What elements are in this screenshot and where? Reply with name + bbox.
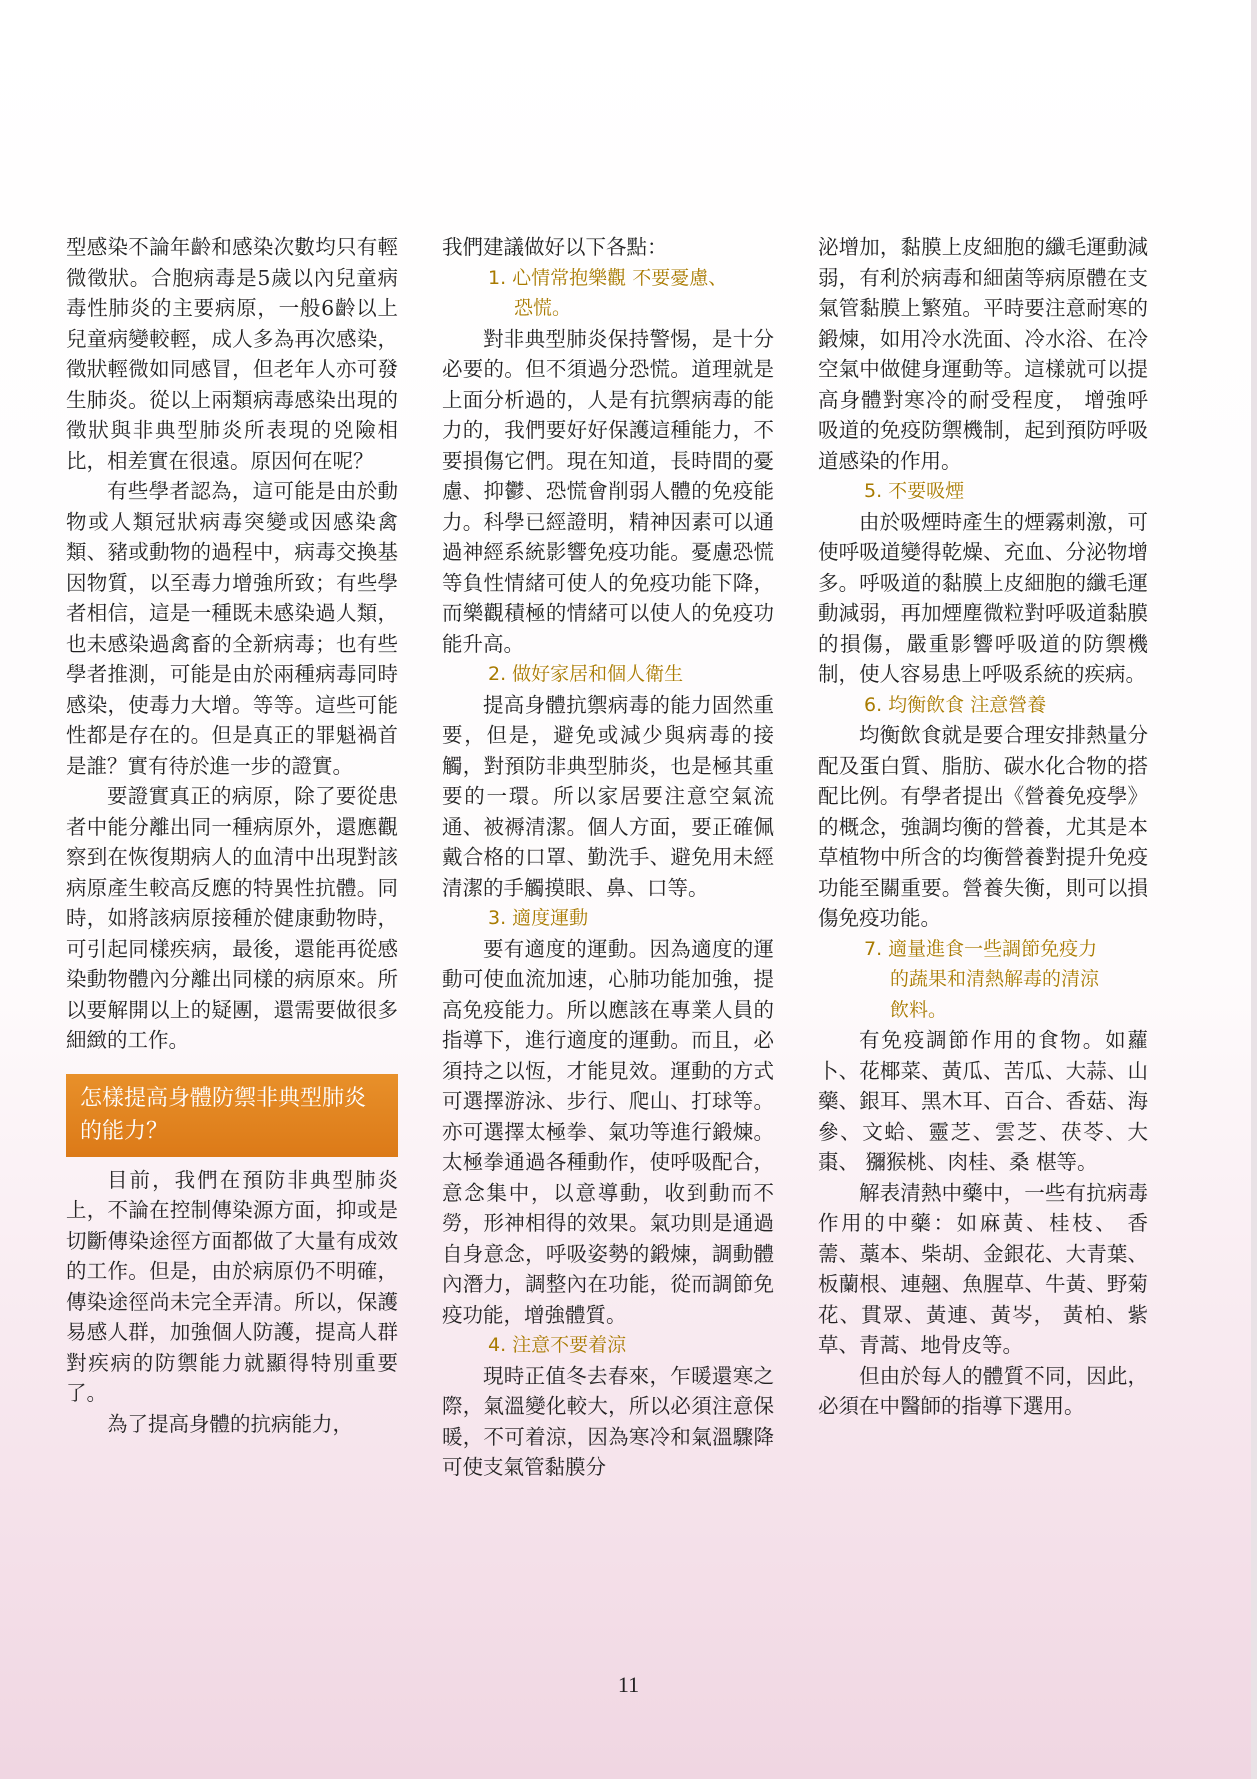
paragraph: 均衡飲食就是要合理安排熱量分配及蛋白質、脂肪、碳水化合物的搭配比例。有學者提出《營養免疫學》的概念，強調均衡的營養，尤其是本草植物中所含的均衡營養對提升免疫功能至關重要。營養失衡，則可以損傷免疫功能。: [818, 723, 1148, 930]
subheading-text: 7. 適量進食一些調節免疫力: [864, 937, 1098, 960]
page-number: 11: [617, 1672, 640, 1697]
subheading-text: 恐慌。: [514, 297, 572, 319]
section-heading-box: 怎樣提高身體防禦非典型肺炎的能力？: [66, 1074, 398, 1157]
paragraph: 要證實真正的病原，除了要從患者中能分離出同一種病原外，還應觀察到在恢復期病人的血清中出現對該病原產生較高反應的特異性抗體。同時，如將該病原接種於健康動物時，可引起同樣疾病，最後，還能再從感染動物體內分離出同樣的病原來。所以要解開以上的疑團，還需要做很多細緻的工作。: [66, 784, 398, 1052]
paragraph: 有免疫調節作用的食物。如蘿卜、花椰菜、黃瓜、苦瓜、大蒜、山藥、銀耳、黑木耳、百合、香菇、海參、文蛤、靈芝、雲芝、茯苓、大棗、 獼猴桃、肉桂、桑 椹等。: [818, 1028, 1148, 1174]
paragraph: 對非典型肺炎保持警惕，是十分必要的。但不須過分恐慌。道理就是上面分析過的，人是有抗禦病毒的能力的，我們要好好保護這種能力，不要損傷它們。現在知道，長時間的憂慮、抑鬱、恐慌會削弱人體的免疫能力。科學已經證明，精神因素可以通過神經系統影響免疫功能。憂慮恐慌等負性情緒可使人的免疫功能下降，而樂觀積極的情緒可以使人的免疫功能升高。: [442, 326, 774, 656]
paragraph: 泌增加，黏膜上皮細胞的纖毛運動減弱，有利於病毒和細菌等病原體在支氣管黏膜上繁殖。平時要注意耐寒的鍛煉，如用冷水洗面、冷水浴、在冷空氣中做健身運動等。這樣就可以提高身體對寒冷的耐受程度， 增強呼吸道的免疫防禦機制，起到預防呼吸道感染的作用。: [818, 235, 1148, 473]
text-column-3: [818, 232, 1148, 1422]
paragraph: 我們建議做好以下各點：: [442, 235, 668, 259]
paragraph: 目前，我們在預防非典型肺炎上，不論在控制傳染源方面，抑或是切斷傳染途徑方面都做了大量有成效的工作。但是，由於病原仍不明確，傳染途徑尚未完全弄清。所以，保護易感人群，加強個人防護，提高人群對疾病的防禦能力就顯得特別重要了。: [66, 1167, 398, 1405]
subheading-1: [442, 263, 774, 324]
paragraph: 解表清熱中藥中，一些有抗病毒作用的中藥：如麻黃、桂枝、 香薷、藁本、柴胡、金銀花、大青葉、板蘭根、連翹、魚腥草、牛黃、野菊花、貫眾、黃連、黃岑， 黃柏、紫草、青蒿、地骨皮等。: [818, 1180, 1148, 1357]
paragraph: 型感染不論年齡和感染次數均只有輕微徵狀。合胞病毒是5歲以內兒童病毒性肺炎的主要病原，一般6齡以上兒童病變較輕，成人多為再次感染，徵狀輕微如同感冒，但老年人亦可發生肺炎。從以上兩類病毒感染出現的徵狀與非典型肺炎所表現的兇險相比，相差實在很遠。原因何在呢？: [66, 235, 398, 473]
subheading-3: 3. 適度運動: [488, 907, 589, 929]
page-edge: [1251, 0, 1257, 1779]
subheading-2: 2. 做好家居和個人衛生: [488, 663, 684, 685]
subheading-4: 4. 注意不要着涼: [488, 1334, 627, 1356]
text-column-2: [442, 232, 774, 1483]
subheading-text: 飲料。: [890, 998, 948, 1021]
paragraph: 要有適度的運動。因為適度的運動可使血流加速，心肺功能加強，提高免疫能力。所以應該在專業人員的指導下，進行適度的運動。而且，必須持之以恆，才能見效。運動的方式可選擇游泳、步行、爬山、打球等。亦可選擇太極拳、氣功等進行鍛煉。太極拳通過各種動作，使呼吸配合，意念集中，以意導動，收到動而不勞，形神相得的效果。氣功則是通過自身意念，呼吸姿勢的鍛煉，調動體內潛力，調整內在功能，從而調節免疫功能，增強體質。: [442, 936, 774, 1327]
paragraph: 提高身體抗禦病毒的能力固然重要，但是，避免或減少與病毒的接觸，對預防非典型肺炎，也是極其重要的一環。所以家居要注意空氣流通、被褥清潔。個人方面，要正確佩戴合格的口罩、勤洗手、避免用未經清潔的手觸摸眼、鼻、口等。: [442, 692, 774, 900]
subheading-6: 6. 均衡飲食 注意營養: [864, 693, 1047, 716]
subheading-7: [818, 934, 1148, 1026]
paragraph: 但由於每人的體質不同，因此，必須在中醫師的指導下選用。: [818, 1363, 1148, 1418]
subheading-text: 的蔬果和清熱解毒的清涼: [890, 968, 1100, 990]
subheading-text: 1. 心情常抱樂觀 不要憂慮、: [488, 266, 728, 289]
paragraph: 由於吸煙時產生的煙霧刺激，可使呼吸道變得乾燥、充血、分泌物增多。呼吸道的黏膜上皮細胞的纖毛運動減弱，再加煙塵微粒對呼吸道黏膜的損傷，嚴重影響呼吸道的防禦機制，使人容易患上呼吸系統的疾病。: [818, 509, 1148, 686]
paragraph: 為了提高身體的抗病能力，: [107, 1411, 353, 1436]
subheading-5: 5. 不要吸煙: [864, 480, 965, 502]
paragraph: 現時正值冬去春來，乍暖還寒之際，氣溫變化較大，所以必須注意保暖，不可着涼，因為寒冷和氣溫驟降可使支氣管黏膜分: [442, 1363, 774, 1479]
text-column-1: [66, 232, 398, 1439]
paragraph: 有些學者認為，這可能是由於動物或人類冠狀病毒突變或因感染禽類、豬或動物的過程中，病毒交換基因物質，以至毒力增強所致；有些學者相信，這是一種既未感染過人類，也未感染過禽畜的全新病毒；也有些學者推測，可能是由於兩種病毒同時感染，使毒力大增。等等。這些可能性都是存在的。但是真正的罪魁禍首是誰？實有待於進一步的證實。: [66, 479, 398, 778]
